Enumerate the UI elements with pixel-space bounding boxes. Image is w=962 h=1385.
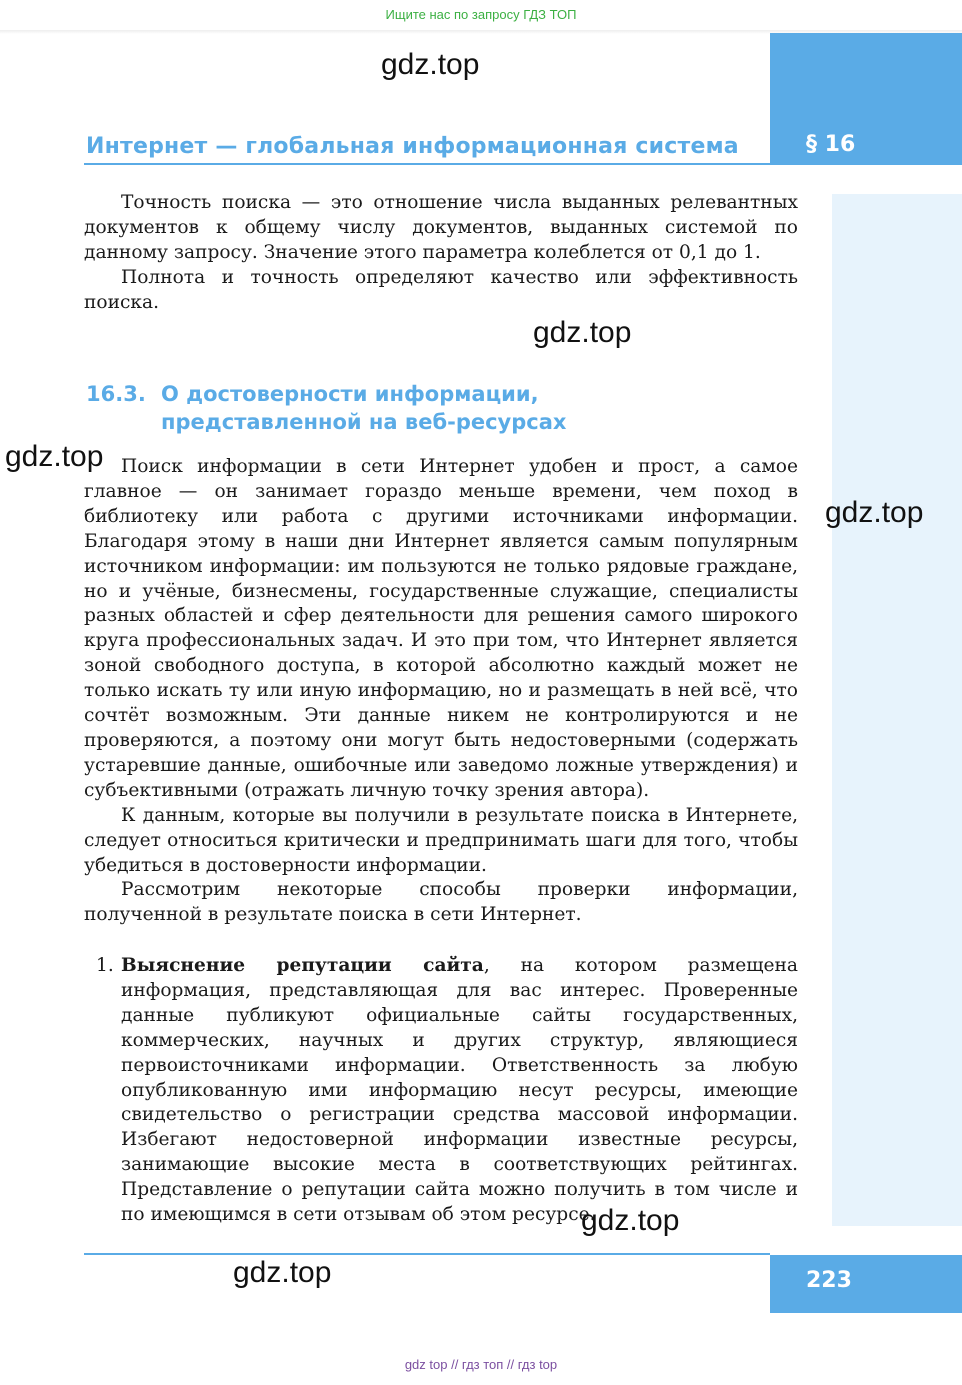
paragraph: Поиск информации в сети Интернет удобен и прост, а самое главное — он занимает гораздо меньше времени, чем поход в библиотеку или работа с другими источниками информации. Благодаря этому в наши дни Интернет является самым популярным источником информации: им пользуются не только рядовые граждане, но и учёные, бизнесмены, государственные служащие, специалисты разных областей и сфер деятельности для решения самого широкого круга профессиональных задач. И это при том, что Интернет является зоной свободного доступа, в которой абсолютно каждый может не только искать ту или иную информацию, но и размещать в ней всё, что сочтёт возможным. Эти данные никем не контролируются и не проверяются, а поэтому они могут быть недостоверными (содержать устаревшие данные, ошибочные или заведомо ложные утверждения) и субъективными (отражать личную точку зрения автора).: [84, 456, 798, 801]
paragraph: Полнота и точность определяют качество или эффективность поиска.: [84, 266, 798, 313]
margin-panel: [832, 194, 962, 1226]
section-tab: [770, 33, 962, 165]
watermark: gdz.top: [381, 48, 480, 81]
footer-links: gdz top // гдз топ // гдз top: [404, 1357, 558, 1372]
watermark: gdz.top: [825, 496, 924, 529]
subsection-number: 16.3.: [86, 382, 146, 406]
chapter-title: Интернет — глобальная информационная система: [86, 134, 739, 159]
list-item-text: , на котором размещена информация, представляющая для вас интерес. Проверенные данные публикуют официальные сайты государственных, коммерческих, научных и других структур, являющиеся первоисточниками информации. Ответственность за любую опубликованную ими информацию несут ресурсы, имеющие свидетельство о регистрации средства массовой информации. Избегают недостоверной информации известные ресурсы, занимающие высокие места в соответствующих рейтингах. Представление о репутации сайта можно получить в том числе и по имеющимся в сети отзывам об этом ресурсе.: [121, 955, 798, 1226]
page-number-tab: [770, 1255, 962, 1313]
paragraph: К данным, которые вы получили в результате поиска в Интернете, следует относиться критически и предпринимать шаги для того, чтобы убедиться в достоверности информации.: [84, 804, 798, 876]
body-text: [84, 455, 798, 928]
paragraph: Точность поиска — это отношение числа выданных релевантных документов к общему числу документов, выданных системой по данному запросу. Значение этого параметра колеблется от 0,1 до 1.: [84, 192, 798, 263]
subsection-title-line2: представленной на веб-ресурсах: [161, 410, 567, 434]
list-item: [84, 954, 798, 1228]
watermark: gdz.top: [533, 316, 632, 349]
intro-text: [84, 191, 798, 316]
subsection-title-line1: О достоверности информации,: [161, 382, 539, 406]
list-marker: 1.: [96, 955, 114, 976]
watermark: gdz.top: [5, 440, 104, 473]
list-item-term: Выяснение репутации сайта: [121, 955, 484, 976]
top-banner: Ищите нас по запросу ГДЗ ТОП: [385, 7, 577, 22]
page-number: 223: [806, 1268, 852, 1293]
section-number: § 16: [806, 132, 856, 157]
watermark: gdz.top: [233, 1256, 332, 1289]
watermark: gdz.top: [581, 1204, 680, 1237]
header-divider: [84, 163, 770, 165]
paragraph: Рассмотрим некоторые способы проверки информации, полученной в результате поиска в сети Интернет.: [84, 879, 798, 926]
footer-divider: [84, 1253, 770, 1255]
subsection-heading: [86, 380, 566, 436]
